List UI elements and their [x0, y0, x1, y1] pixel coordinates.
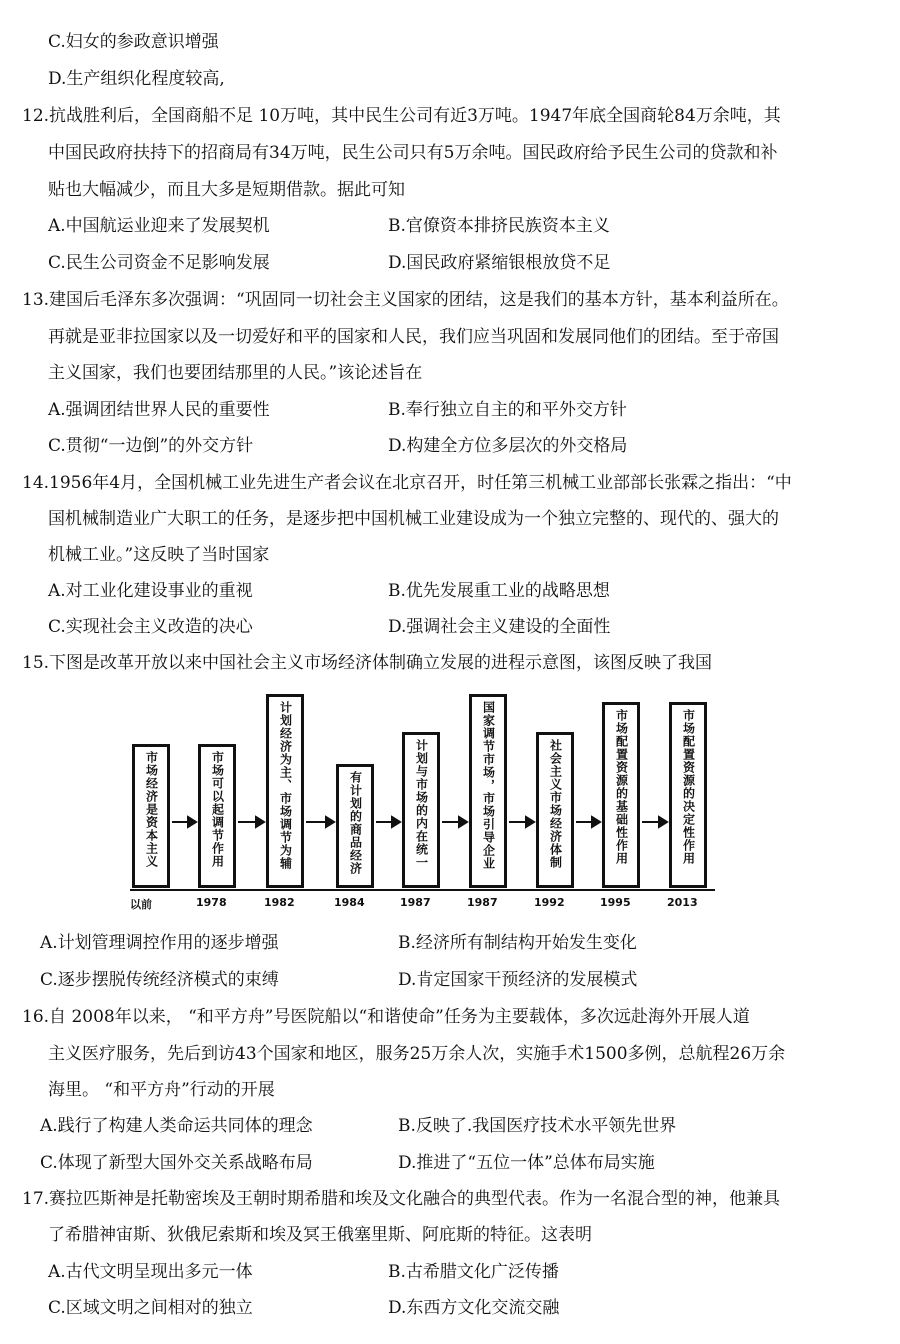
q16-option-a: A.践行了构建人类命运共同体的理念 — [40, 1116, 313, 1136]
process-step-year: 以前 — [130, 898, 152, 911]
q11-option-c: C.妇女的参政意识增强 — [48, 32, 219, 52]
q12-option-b: B.官僚资本排挤民族资本主义 — [388, 216, 610, 236]
process-step-year: 1984 — [334, 896, 365, 909]
q16-stem-line-1: 16.自 2008年以来， “和平方舟”号医院船以“和谐使命”任务为主要载体，多次远赴海外开展人道 — [22, 1007, 750, 1027]
q13-option-a: A.强调团结世界人民的重要性 — [48, 400, 270, 420]
q17-stem-line-2: 了希腊神宙斯、狄俄尼索斯和埃及冥王俄塞里斯、阿庇斯的特征。这表明 — [48, 1225, 592, 1245]
process-step-text: 国家调节市场，市场引导企业 — [481, 701, 496, 870]
process-step-box — [132, 744, 170, 888]
q15-option-a: A.计划管理调控作用的逐步增强 — [40, 933, 279, 953]
arrow-head-icon — [392, 817, 400, 827]
process-step-text: 计划与市场的内在统一 — [414, 739, 429, 869]
q12-stem-line-1: 12.抗战胜利后，全国商船不足 10万吨，其中民生公司有近3万吨。1947年底全国商轮84万余吨，其 — [22, 106, 781, 126]
q17-option-b: B.古希腊文化广泛传播 — [388, 1262, 559, 1282]
process-step-box — [402, 732, 440, 888]
q17-option-c: C.区域文明之间相对的独立 — [48, 1298, 253, 1318]
process-step-box — [266, 694, 304, 888]
q14-option-b: B.优先发展重工业的战略思想 — [388, 581, 610, 601]
q12-stem-line-3: 贴也大幅减少，而且大多是短期借款。据此可知 — [48, 180, 405, 200]
arrow-head-icon — [188, 817, 196, 827]
process-step-year: 1987 — [467, 896, 498, 909]
q13-stem-line-3: 主义国家，我们也要团结那里的人民。”该论述旨在 — [48, 363, 423, 383]
process-step-text: 市场可以起调节作用 — [210, 751, 225, 868]
process-step-year: 1992 — [534, 896, 565, 909]
process-step-text: 市场配置资源的决定性作用 — [681, 709, 696, 865]
q13-stem-line-1: 13.建国后毛泽东多次强调：“巩固同一切社会主义国家的团结，这是我们的基本方针，基本利益所在。 — [22, 290, 789, 310]
q13-option-b: B.奉行独立自主的和平外交方针 — [388, 400, 627, 420]
process-step-text: 市场配置资源的基础性作用 — [614, 709, 629, 865]
process-step-text: 计划经济为主、市场调节为辅 — [278, 701, 293, 870]
arrow-head-icon — [326, 817, 334, 827]
process-step-box — [336, 764, 374, 888]
q14-stem-line-2: 国机械制造业广大职工的任务，是逐步把中国机械工业建设成为一个独立完整的、现代的、强大的 — [48, 509, 779, 529]
q14-stem-line-3: 机械工业。”这反映了当时国家 — [48, 545, 270, 565]
q12-option-a: A.中国航运业迎来了发展契机 — [48, 216, 270, 236]
q16-option-b: B.反映了.我国医疗技术水平领先世界 — [398, 1116, 677, 1136]
q16-stem-line-3: 海里。 “和平方舟”行动的开展 — [48, 1080, 275, 1100]
arrow-head-icon — [526, 817, 534, 827]
process-step-text: 市场经济是资本主义 — [144, 751, 159, 868]
process-step-year: 2013 — [667, 896, 698, 909]
q17-stem-line-1: 17.赛拉匹斯神是托勒密埃及王朝时期希腊和埃及文化融合的典型代表。作为一名混合型的神，他兼具 — [22, 1189, 781, 1209]
q13-option-d: D.构建全方位多层次的外交格局 — [388, 436, 628, 456]
q11-option-d: D.生产组织化程度较高, — [48, 69, 225, 89]
arrow-head-icon — [659, 817, 667, 827]
process-step-box — [469, 694, 507, 888]
q14-stem-line-1: 14.1956年4月，全国机械工业先进生产者会议在北京召开，时任第三机械工业部部长张霖之指出：“中 — [22, 473, 792, 493]
arrow-head-icon — [256, 817, 264, 827]
q15-option-b: B.经济所有制结构开始发生变化 — [398, 933, 637, 953]
q14-option-c: C.实现社会主义改造的决心 — [48, 617, 253, 637]
process-step-text: 社会主义市场经济体制 — [548, 739, 563, 869]
q17-option-a: A.古代文明呈现出多元一体 — [48, 1262, 253, 1282]
q13-option-c: C.贯彻“一边倒”的外交方针 — [48, 436, 254, 456]
q14-option-d: D.强调社会主义建设的全面性 — [388, 617, 611, 637]
arrow-head-icon — [592, 817, 600, 827]
process-step-text: 有计划的商品经济 — [348, 771, 363, 875]
q12-option-d: D.国民政府紧缩银根放贷不足 — [388, 253, 611, 273]
process-step-box — [602, 702, 640, 888]
process-step-year: 1987 — [400, 896, 431, 909]
arrow-head-icon — [459, 817, 467, 827]
q16-stem-line-2: 主义医疗服务，先后到访43个国家和地区，服务25万余人次，实施手术1500多例，总航程26万余 — [48, 1044, 786, 1064]
q16-option-d: D.推进了“五位一体”总体布局实施 — [398, 1153, 655, 1173]
q14-option-a: A.对工业化建设事业的重视 — [48, 581, 253, 601]
q16-option-c: C.体现了新型大国外交关系战略布局 — [40, 1153, 313, 1173]
market-economy-process-diagram — [120, 682, 720, 914]
q12-option-c: C.民生公司资金不足影响发展 — [48, 253, 270, 273]
q15-option-c: C.逐步摆脱传统经济模式的束缚 — [40, 970, 279, 990]
q15-stem-line-1: 15.下图是改革开放以来中国社会主义市场经济体制确立发展的进程示意图，该图反映了我国 — [22, 653, 713, 673]
q17-option-d: D.东西方文化交流交融 — [388, 1298, 560, 1318]
process-step-year: 1995 — [600, 896, 631, 909]
q12-stem-line-2: 中国民政府扶持下的招商局有34万吨，民生公司只有5万余吨。国民政府给予民生公司的贷款和补 — [48, 143, 778, 163]
process-step-year: 1978 — [196, 896, 227, 909]
process-step-box — [198, 744, 236, 888]
process-step-box — [669, 702, 707, 888]
q13-stem-line-2: 再就是亚非拉国家以及一切爱好和平的国家和人民，我们应当巩固和发展同他们的团结。至于帝国 — [48, 327, 779, 347]
process-step-box — [536, 732, 574, 888]
process-step-year: 1982 — [264, 896, 295, 909]
q15-option-d: D.肯定国家干预经济的发展模式 — [398, 970, 638, 990]
